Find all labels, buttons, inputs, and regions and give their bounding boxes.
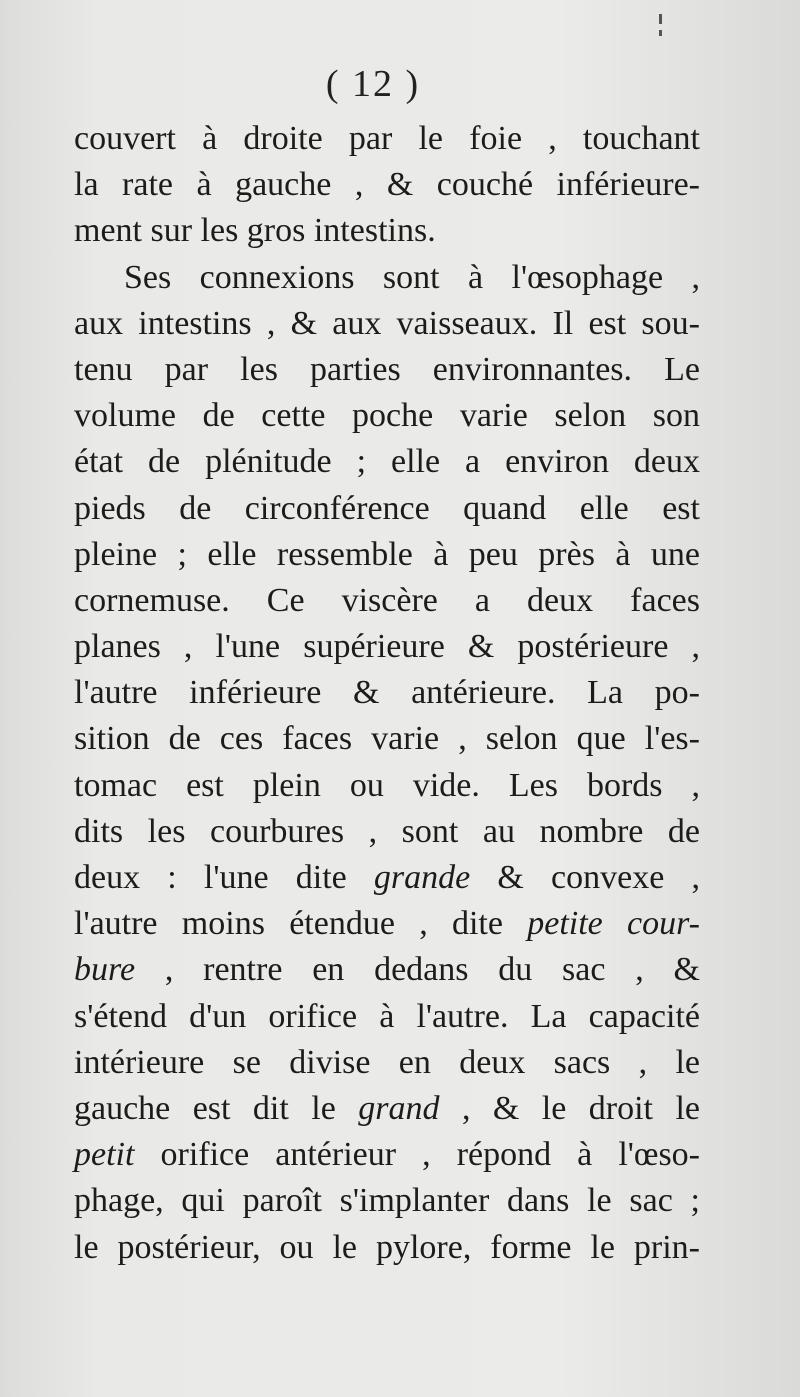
text-line — [74, 532, 700, 578]
text-segment: pleine ; elle ressemble à peu près à une — [74, 535, 700, 573]
text-line — [74, 670, 700, 716]
text-line — [74, 1086, 700, 1132]
text-line — [74, 855, 700, 901]
text-segment: planes , l'une supérieure & postérieure , — [74, 628, 700, 666]
text-line — [74, 301, 700, 347]
text-segment: volume de cette poche varie selon son — [74, 397, 700, 435]
text-line — [74, 947, 700, 993]
text-segment: intérieure se divise en deux sacs , le — [74, 1043, 700, 1081]
margin-mark — [659, 14, 662, 24]
text-segment: tomac est plein ou vide. Les bords , — [74, 766, 700, 804]
text-segment: cornemuse. Ce viscère a deux faces — [74, 581, 700, 619]
text-line — [74, 809, 700, 855]
text-line — [74, 347, 700, 393]
text-segment: & convexe , — [470, 859, 701, 896]
text-segment: le postérieur, ou le pylore, forme le prin- — [74, 1228, 700, 1266]
text-line — [74, 393, 700, 439]
text-line — [74, 439, 700, 485]
text-segment: phage, qui paroît s'implanter dans le sac ; — [74, 1182, 700, 1220]
text-segment: sition de ces faces varie , selon que l'es- — [74, 720, 700, 758]
text-segment: état de plénitude ; elle a environ deux — [74, 443, 700, 481]
page-number: ( 12 ) — [325, 63, 421, 105]
italic-text: petit — [74, 1136, 135, 1174]
body-text — [74, 116, 700, 1271]
text-line — [74, 901, 700, 947]
text-line — [74, 116, 700, 162]
text-segment: aux intestins , & aux vaisseaux. Il est sou- — [74, 304, 700, 342]
text-segment: ment sur les gros intestins. — [74, 212, 436, 250]
italic-text: grand — [358, 1089, 440, 1127]
text-segment: Ses connexions sont à l'œsophage , — [124, 258, 700, 296]
text-segment: l'autre inférieure & antérieure. La po- — [74, 674, 700, 712]
text-line — [74, 255, 700, 301]
text-line — [74, 578, 700, 624]
text-segment: orifice antérieur , répond à l'œso- — [134, 1136, 700, 1174]
text-line — [74, 1132, 700, 1178]
text-line — [74, 1225, 700, 1271]
text-line — [74, 1178, 700, 1224]
text-line — [74, 763, 700, 809]
text-segment: s'étend d'un orifice à l'autre. La capacité — [74, 997, 700, 1035]
text-segment: la rate à gauche , & couché inférieure- — [74, 166, 700, 204]
italic-text: bure — [74, 951, 136, 989]
text-segment: l'autre moins étendue , dite — [74, 905, 528, 943]
text-line — [74, 994, 700, 1040]
text-segment: dits les courbures , sont au nombre de — [74, 812, 700, 850]
text-line — [74, 208, 700, 254]
text-line — [74, 624, 700, 670]
text-line — [74, 716, 700, 762]
italic-text: petite cour- — [527, 905, 700, 943]
text-segment: , & le droit le — [439, 1089, 700, 1127]
margin-mark — [659, 30, 662, 36]
text-segment: couvert à droite par le foie , touchant — [74, 120, 700, 157]
italic-text: grande — [373, 859, 471, 896]
text-segment: pieds de circonférence quand elle est — [74, 489, 700, 527]
text-line — [74, 1040, 700, 1086]
text-line — [74, 486, 700, 532]
text-segment: , rentre en dedans du sac , & — [135, 951, 700, 989]
text-segment: tenu par les parties environnantes. Le — [74, 350, 700, 388]
text-segment: deux : l'une dite — [74, 859, 374, 896]
text-line — [74, 162, 700, 208]
text-segment: gauche est dit le — [74, 1089, 359, 1127]
